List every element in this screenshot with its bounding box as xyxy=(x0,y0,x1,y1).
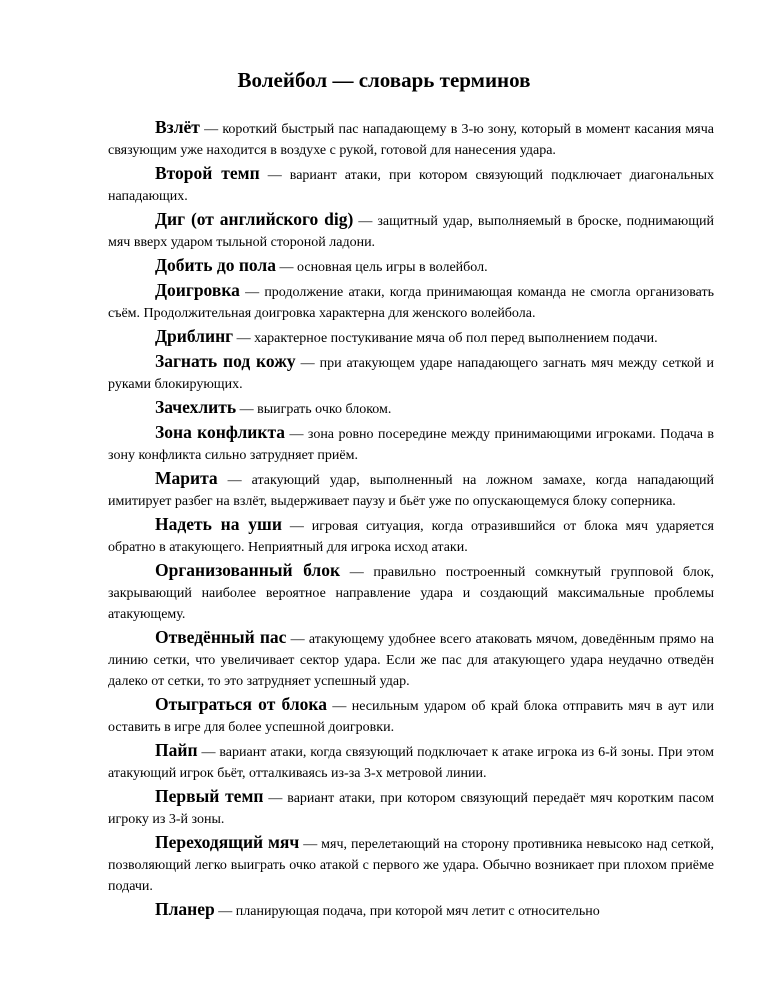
glossary-term: Организованный блок xyxy=(155,560,341,580)
glossary-definition: — несильным ударом об край блока отправить мяч в аут или оставить в игре для более успешной доигровки. xyxy=(108,699,715,735)
glossary-entry xyxy=(108,740,714,784)
glossary-term: Взлёт xyxy=(155,117,200,137)
glossary-term: Первый темп xyxy=(155,786,264,806)
glossary-term: Второй темп xyxy=(155,163,260,183)
glossary-entry xyxy=(108,326,714,349)
glossary-definition: — основная цель игры в волейбол. xyxy=(276,260,488,275)
glossary-entry xyxy=(108,627,714,692)
glossary-definition: — зона ровно посередине между принимающими игроками. Подача в зону конфликта сильно затрудняет приём. xyxy=(108,427,714,463)
glossary-term: Отведённый пас xyxy=(155,627,287,647)
glossary-term: Переходящий мяч xyxy=(155,832,300,852)
glossary-definition: — при атакующем ударе нападающего загнать мяч между сеткой и руками блокирующих. xyxy=(108,356,714,392)
glossary-term: Загнать под кожу xyxy=(155,351,296,371)
glossary-definition: — правильно построенный сомкнутый групповой блок, закрывающий наиболее вероятное направление удара и создающий максимальные проблемы атакующему. xyxy=(108,565,714,622)
glossary-entry xyxy=(108,397,714,420)
glossary-term: Планер xyxy=(155,899,215,919)
glossary-entry xyxy=(108,899,714,922)
glossary-term: Дриблинг xyxy=(155,326,234,346)
glossary-entry xyxy=(108,117,714,161)
glossary-term: Зачехлить xyxy=(155,397,237,417)
glossary-entry xyxy=(108,422,714,466)
glossary-term: Надеть на уши xyxy=(155,514,282,534)
glossary-definition: — игровая ситуация, когда отразившийся от блока мяч ударяется обратно в атакующего. Неприятный для игрока исход атаки. xyxy=(108,519,714,555)
glossary-term: Доигровка xyxy=(155,280,240,300)
glossary-definition: — атакующему удобнее всего атаковать мячом, доведённым прямо на линию сетки, что увеличивает сектор удара. Если же пас для атакующего удара неудачно отведён далеко от сетки, то это затрудняет успешный удар. xyxy=(108,632,715,689)
glossary-definition: — продолжение атаки, когда принимающая команда не смогла организовать съём. Продолжительная доигровка характерна для женского волейбола. xyxy=(108,285,714,321)
glossary-entry xyxy=(108,514,714,558)
glossary-list xyxy=(108,117,714,924)
glossary-term: Марита xyxy=(155,468,218,488)
glossary-definition: — вариант атаки, когда связующий подключает к атаке игрока из 6-й зоны. При этом атакующий игрок бьёт, отталкиваясь из-за 3-х метровой линии. xyxy=(108,745,714,781)
glossary-definition: — вариант атаки, при котором связующий подключает диагональных нападающих. xyxy=(108,168,714,204)
glossary-definition: — планирующая подача, при которой мяч летит с относительно xyxy=(214,904,600,919)
glossary-entry xyxy=(108,786,714,830)
glossary-entry xyxy=(108,694,714,738)
glossary-definition: — выиграть очко блоком. xyxy=(236,402,392,417)
glossary-definition: — защитный удар, выполняемый в броске, поднимающий мяч вверх ударом тыльной стороной ладони. xyxy=(108,214,714,250)
glossary-entry xyxy=(108,468,714,512)
glossary-entry xyxy=(108,163,714,207)
page-title: Волейбол — словарь терминов xyxy=(237,68,531,92)
glossary-term: Зона конфликта xyxy=(155,422,286,442)
glossary-term: Диг (от английского dig) xyxy=(155,209,354,229)
glossary-entry xyxy=(108,832,714,897)
glossary-definition: — короткий быстрый пас нападающему в 3-ю зону, который в момент касания мяча связующим уже находится в воздухе с рукой, готовой для нанесения удара. xyxy=(108,122,714,158)
glossary-definition: — мяч, перелетающий на сторону противника невысоко над сеткой, позволяющий легко выиграть очко атакой с первого же удара. Обычно возникает при плохом приёме подачи. xyxy=(108,837,714,894)
glossary-term: Пайп xyxy=(155,740,198,760)
glossary-entry xyxy=(108,560,714,625)
glossary-entry xyxy=(108,280,714,324)
glossary-definition: — вариант атаки, при котором связующий передаёт мяч коротким пасом игроку из 3-й зоны. xyxy=(108,791,714,827)
glossary-entry xyxy=(108,209,714,253)
glossary-entry xyxy=(108,255,714,278)
glossary-definition: — атакующий удар, выполненный на ложном замахе, когда нападающий имитирует разбег на взлёт, выдерживает паузу и бьёт уже по опускающемуся блоку соперника. xyxy=(108,473,714,509)
glossary-entry xyxy=(108,351,714,395)
glossary-term: Добить до пола xyxy=(155,255,276,275)
glossary-term: Отыграться от блока xyxy=(155,694,327,714)
glossary-definition: — характерное постукивание мяча об пол перед выполнением подачи. xyxy=(233,331,658,346)
